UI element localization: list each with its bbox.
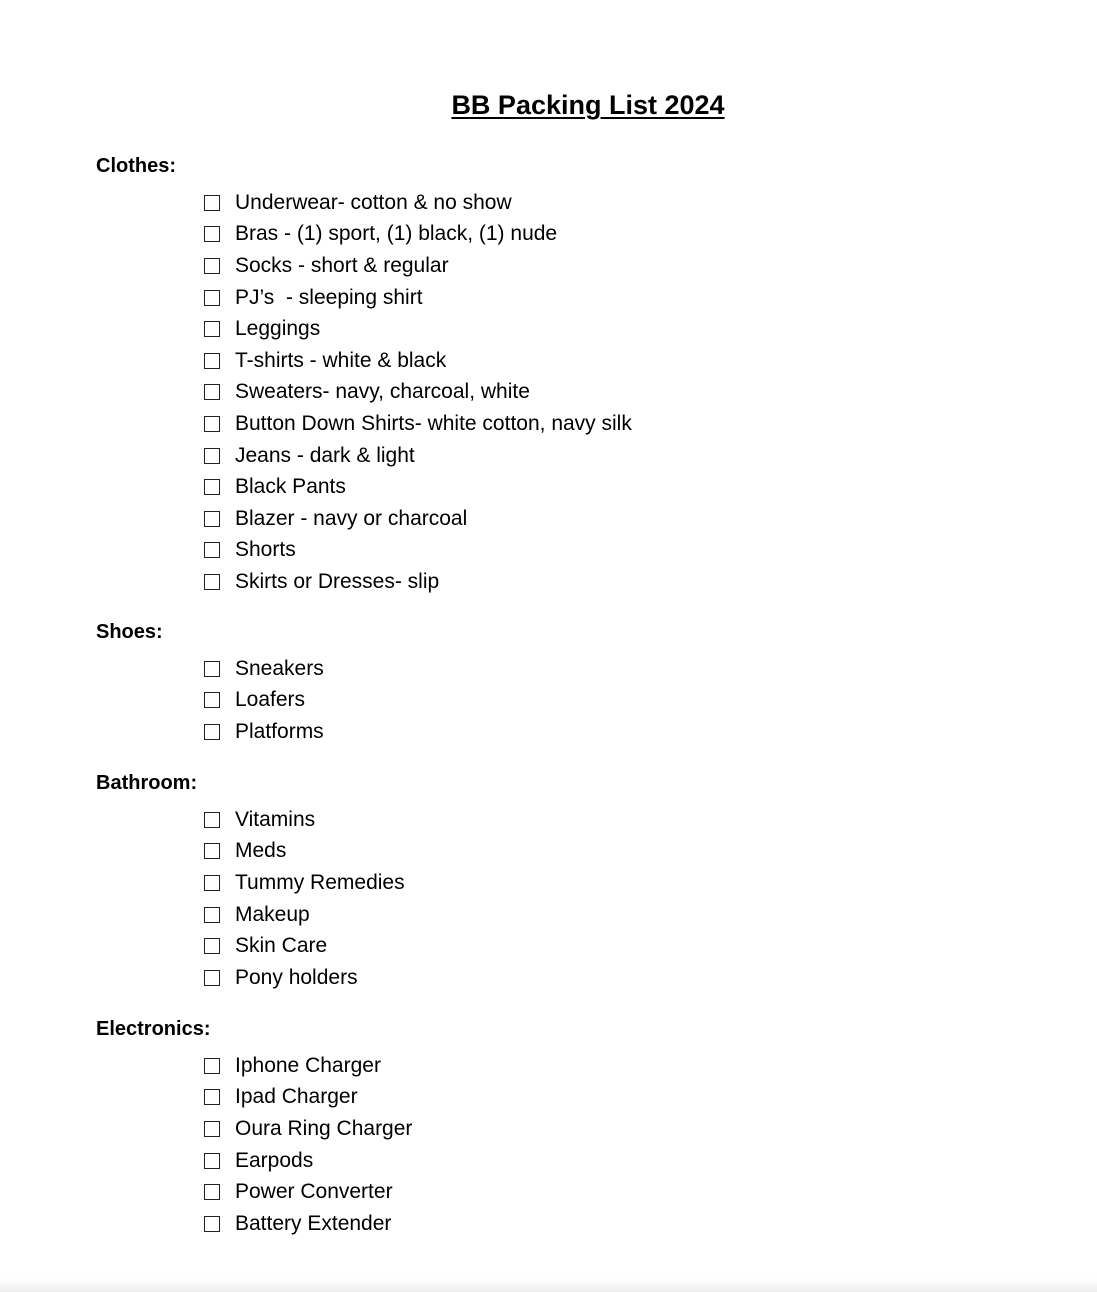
checklist-item-label: Skin Care	[235, 934, 328, 958]
checklist-item-label: Leggings	[235, 317, 321, 341]
checkbox[interactable]	[204, 938, 220, 954]
checklist-item	[204, 345, 632, 377]
checklist-item	[204, 899, 405, 931]
checklist-item-label: Sweaters- navy, charcoal, white	[235, 380, 530, 404]
checklist-item	[204, 503, 632, 535]
checklist-item	[204, 471, 632, 503]
checkbox[interactable]	[204, 843, 220, 859]
checkbox[interactable]	[204, 195, 220, 211]
checklist-item	[204, 685, 324, 717]
checkbox[interactable]	[204, 511, 220, 527]
checklist-item	[204, 1113, 412, 1145]
checkbox[interactable]	[204, 321, 220, 337]
checkbox[interactable]	[204, 1058, 220, 1074]
checkbox[interactable]	[204, 226, 220, 242]
checkbox[interactable]	[204, 479, 220, 495]
checklist-item	[204, 219, 632, 251]
checklist-item-label: Jeans - dark & light	[235, 443, 415, 467]
checklist-item	[204, 1082, 412, 1114]
checklist-item	[204, 1176, 412, 1208]
checklist-item	[204, 408, 632, 440]
checklist-item	[204, 566, 632, 598]
checkbox[interactable]	[204, 907, 220, 923]
checklist-item-label: Earpods	[235, 1148, 314, 1172]
checkbox[interactable]	[204, 384, 220, 400]
checklist-item	[204, 282, 632, 314]
checklist-item-label: Blazer - navy or charcoal	[235, 506, 468, 530]
section-clothes	[96, 154, 632, 598]
checkbox[interactable]	[204, 1153, 220, 1169]
section-shoes	[96, 620, 324, 748]
checkbox[interactable]	[204, 1089, 220, 1105]
checklist-item	[204, 804, 405, 836]
checklist-item-label: Black Pants	[235, 475, 346, 499]
checkbox[interactable]	[204, 416, 220, 432]
section-heading: Bathroom:	[96, 772, 198, 794]
checklist-item-label: Vitamins	[235, 807, 316, 831]
checklist-item-label: Ipad Charger	[235, 1085, 358, 1109]
section-heading: Shoes:	[96, 621, 163, 643]
section-heading: Electronics:	[96, 1018, 211, 1040]
checklist-item	[204, 930, 405, 962]
checklist-item-label: Sneakers	[235, 656, 324, 680]
section-bathroom	[96, 771, 405, 994]
checkbox[interactable]	[204, 692, 220, 708]
checklist-item-label: Battery Extender	[235, 1211, 392, 1235]
checkbox[interactable]	[204, 448, 220, 464]
section-electronics	[96, 1017, 412, 1240]
checkbox[interactable]	[204, 258, 220, 274]
checklist-item	[204, 440, 632, 472]
checkbox[interactable]	[204, 661, 220, 677]
checklist-item	[204, 1145, 412, 1177]
checkbox[interactable]	[204, 1184, 220, 1200]
checklist-item	[204, 1208, 412, 1240]
checklist-item-label: Power Converter	[235, 1180, 393, 1204]
page-bottom-edge	[0, 1278, 1097, 1292]
checkbox[interactable]	[204, 353, 220, 369]
checklist-item-label: Loafers	[235, 688, 306, 712]
checklist-item	[204, 250, 632, 282]
checklist	[96, 187, 632, 598]
checklist	[96, 653, 324, 748]
checklist-item-label: Socks - short & regular	[235, 253, 449, 277]
checklist-item	[204, 716, 324, 748]
checklist-item-label: Bras - (1) sport, (1) black, (1) nude	[235, 222, 558, 246]
checklist-item-label: Meds	[235, 839, 287, 863]
checklist-item	[204, 377, 632, 409]
checkbox[interactable]	[204, 812, 220, 828]
checklist-item-label: Shorts	[235, 538, 296, 562]
checklist-item-label: Button Down Shirts- white cotton, navy silk	[235, 411, 632, 435]
checklist-item	[204, 313, 632, 345]
checklist-item	[204, 535, 632, 567]
checkbox[interactable]	[204, 875, 220, 891]
document-title: BB Packing List 2024	[451, 90, 725, 120]
checklist-item	[204, 836, 405, 868]
checklist-item	[204, 187, 632, 219]
checklist-item	[204, 1050, 412, 1082]
checklist-item-label: T-shirts - white & black	[235, 348, 447, 372]
checklist-item-label: Makeup	[235, 902, 310, 926]
checklist-item-label: Platforms	[235, 719, 324, 743]
checklist-item-label: Underwear- cotton & no show	[235, 190, 512, 214]
checklist-item	[204, 962, 405, 994]
checklist-item	[204, 867, 405, 899]
checklist-item-label: Tummy Remedies	[235, 870, 405, 894]
checklist	[96, 804, 405, 994]
checklist	[96, 1050, 412, 1240]
checkbox[interactable]	[204, 542, 220, 558]
section-heading: Clothes:	[96, 155, 176, 177]
checklist-item-label: Oura Ring Charger	[235, 1116, 413, 1140]
checkbox[interactable]	[204, 724, 220, 740]
checklist-item-label: Pony holders	[235, 965, 358, 989]
checkbox[interactable]	[204, 574, 220, 590]
checklist-item-label: Skirts or Dresses- slip	[235, 569, 440, 593]
checkbox[interactable]	[204, 1216, 220, 1232]
checklist-item-label: Iphone Charger	[235, 1053, 381, 1077]
checkbox[interactable]	[204, 970, 220, 986]
checklist-item	[204, 653, 324, 685]
checklist-item-label: PJ’s - sleeping shirt	[235, 285, 423, 309]
checkbox[interactable]	[204, 290, 220, 306]
checkbox[interactable]	[204, 1121, 220, 1137]
